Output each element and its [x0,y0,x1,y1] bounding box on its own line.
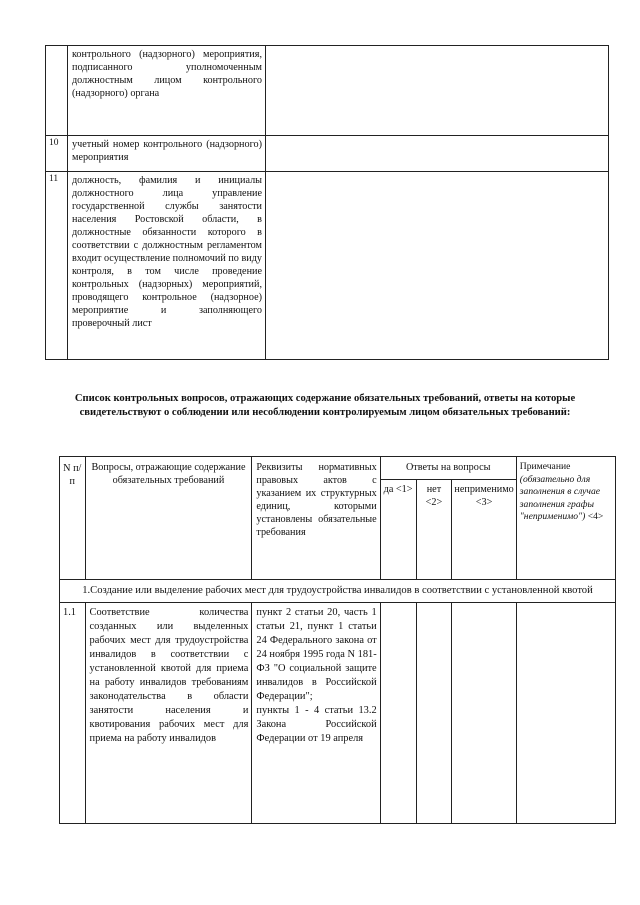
row-value [266,46,609,136]
question-requisites: пункт 2 статьи 20, часть 1 статьи 21, пункт 1 статьи 24 Федерального закона от 24 ноября 1995 года N 181-ФЗ "О социальной защите инвалидов в Российской Федерации"; пункты 1 - 4 статьи 13.2 Закона Российской Федерации от 19 апреля [252,603,380,824]
header-na: неприменимо <3> [452,480,516,580]
note-hint: (обязательно для заполнения в случае заполнения графы "неприменимо") [519,473,601,522]
row-number: 10 [46,136,68,172]
section-title: 1.Создание или выделение рабочих мест для трудоустройства инвалидов в соответствии с установленной квотой [60,580,616,603]
header-requisites: Реквизиты нормативных правовых актов с указанием их структурных единиц, которыми установлены обязательные требования [252,457,380,580]
row-label: контрольного (надзорного) мероприятия, подписанного уполномоченным должностным лицом контрольного (надзорного) органа [68,46,266,136]
header-yes: да <1> [380,480,416,580]
question-text: Соответствие количества созданных или выделенных рабочих мест для трудоустройства инвалидов в соответствии с установленной квотой для приема на работу инвалидов требованиям законодательства в области занятости населения и квотирования рабочих мест для приема на работу инвалидов [85,603,252,824]
table-row [60,603,616,824]
top-table [45,45,609,360]
note-cell[interactable] [516,603,615,824]
answer-yes-cell[interactable] [380,603,416,824]
note-ref: <4> [587,511,604,522]
row-label: должность, фамилия и инициалы должностного лица управление государственной службы занятости населения Ростовской области, в должностные обязанности которого в соответствии с должностным регламентом входит осуществление полномочий по виду контроля, в том числе проведение контрольных (надзорных) мероприятий, проводящего контрольное (надзорное) мероприятие и заполняющего проверочный лист [68,172,266,360]
answer-na-cell[interactable] [452,603,516,824]
section-row [60,580,616,603]
row-number [46,46,68,136]
question-number: 1.1 [60,603,86,824]
header-note [516,457,615,580]
header-num: N п/п [60,457,86,580]
row-value [266,136,609,172]
checklist-table [59,456,616,824]
note-label: Примечание [519,461,571,472]
header-no: нет <2> [416,480,452,580]
header-answers: Ответы на вопросы [380,457,516,480]
top-table-row [46,136,609,172]
row-number: 11 [46,172,68,360]
answer-no-cell[interactable] [416,603,452,824]
row-value [266,172,609,360]
checklist-heading: Список контрольных вопросов, отражающих содержание обязательных требований, ответы на которые свидетельствуют о соблюдении или несоблюдении контролируемым лицом обязательных требований: [74,393,576,418]
row-label: учетный номер контрольного (надзорного) мероприятия [68,136,266,172]
header-row [60,457,616,480]
header-questions: Вопросы, отражающие содержание обязательных требований [85,457,252,580]
top-table-row [46,46,609,136]
top-table-row [46,172,609,360]
